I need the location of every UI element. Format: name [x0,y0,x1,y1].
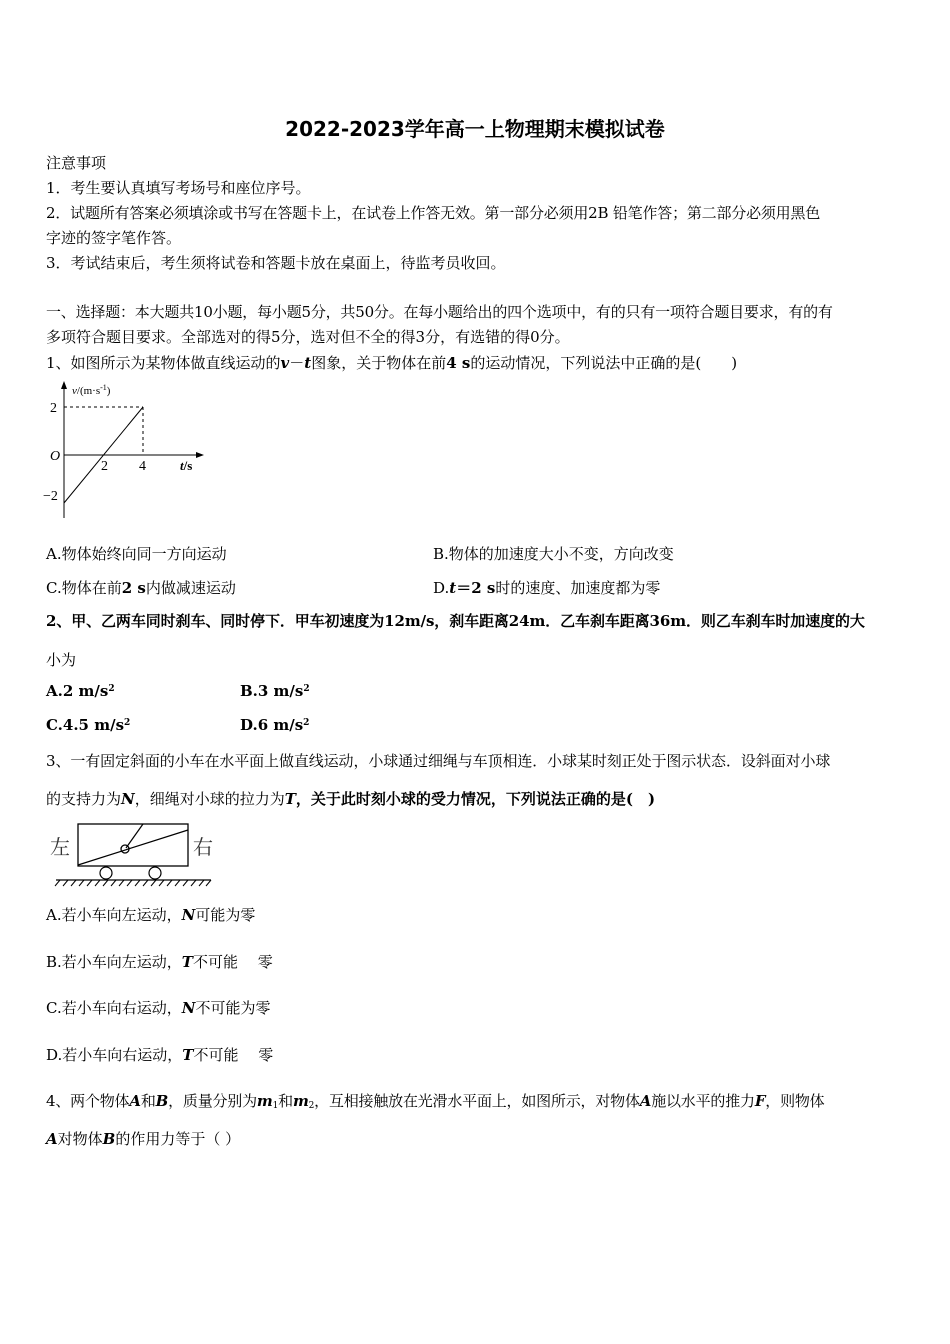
q3-option-a: A.若小车向左运动，N可能为零 [46,906,256,924]
q2-option-d: D.6 $m/s^2$ [240,716,310,734]
q3-option-b: B.若小车向左运动，T不可能 零 [46,953,273,971]
q2-option-c: C.4.5 $m/s^2$ [46,716,131,734]
notice-item-2: 2．试题所有答案必须填涂或书写在答题卡上，在试卷上作答无效。第一部分必须用2B 铅笔作答；第二部分必须用黑色 [46,204,821,222]
page-title: 2022-2023学年高一上物理期末模拟试卷 [285,117,665,141]
ground-hatching [55,880,211,886]
notice-item-1: 1．考生要认真填写考场号和座位序号。 [46,179,311,197]
q2-option-b: B.3 $m/s^2$ [240,682,310,700]
x-tick-label-2: 2 [101,459,108,474]
cart-diagram [48,818,218,888]
left-label: 左 [50,837,70,859]
wheel-left [100,867,112,879]
notice-heading: 注意事项 [46,154,107,172]
question-4-stem: 4、两个物体A和B，质量分别为$m_1$和$m_2$，互相接触放在光滑水平面上，如图所示，对物体A施以水平的推力F，则物体 [46,1092,825,1111]
question-3-stem: 3、一有固定斜面的小车在水平面上做直线运动，小球通过细绳与车顶相连．小球某时刻正处于图示状态．设斜面对小球 [46,752,831,770]
y-tick-label-2: 2 [50,401,57,416]
section-heading-cont: 多项符合题目要求。全部选对的得5分，选对但不全的得3分，有选错的得0分。 [46,328,570,346]
y-axis-label: $v/(m\cdot s^{-1})$ [72,383,111,397]
q1-option-a: A.物体始终向同一方向运动 [46,545,227,563]
question-2-stem-cont: 小为 [46,651,77,669]
right-label: 右 [193,837,213,859]
y-axis-arrow [61,381,67,389]
q1-option-b: B.物体的加速度大小不变，方向改变 [433,545,674,563]
q1-option-c: C.物体在前2 s内做减速运动 [46,579,236,597]
section-heading: 一、选择题：本大题共10小题，每小题5分，共50分。在每小题给出的四个选项中，有的只有一项符合题目要求，有的有 [46,303,833,321]
x-axis-label: t/s [180,458,193,473]
q3-option-c: C.若小车向右运动，N不可能为零 [46,999,271,1017]
x-tick-label-4: 4 [139,459,146,474]
notice-item-2-cont: 字迹的签字笔作答。 [46,229,182,247]
q2-option-a: A.2 $m/s^2$ [46,682,115,700]
notice-item-3: 3．考试结束后，考生须将试卷和答题卡放在桌面上，待监考员收回。 [46,254,506,272]
question-3-stem-cont: 的支持力为N，细绳对小球的拉力为T，关于此时刻小球的受力情况，下列说法正确的是( ) [46,790,656,808]
question-2-stem: 2、甲、乙两车同时刹车、同时停下．甲车初速度为12m/s，刹车距离24m．乙车刹车距离36m．则乙车刹车时加速度的大 [46,612,865,630]
question-4-stem-cont: A对物体B的作用力等于（ ） [46,1130,241,1148]
vt-graph [40,378,210,523]
origin-label: O [50,449,61,464]
question-1-stem: 1、如图所示为某物体做直线运动的v－t图象，关于物体在前4 s的运动情况，下列说法中正确的是( ) [46,354,738,372]
q1-option-d: D.t＝2 s时的速度、加速度都为零 [433,579,661,597]
incline-surface [78,830,188,865]
q3-option-d: D.若小车向右运动，T不可能 零 [46,1046,274,1064]
y-tick-label-neg2: −2 [43,489,58,504]
string [126,824,143,848]
wheel-right [149,867,161,879]
x-axis-arrow [196,452,204,458]
